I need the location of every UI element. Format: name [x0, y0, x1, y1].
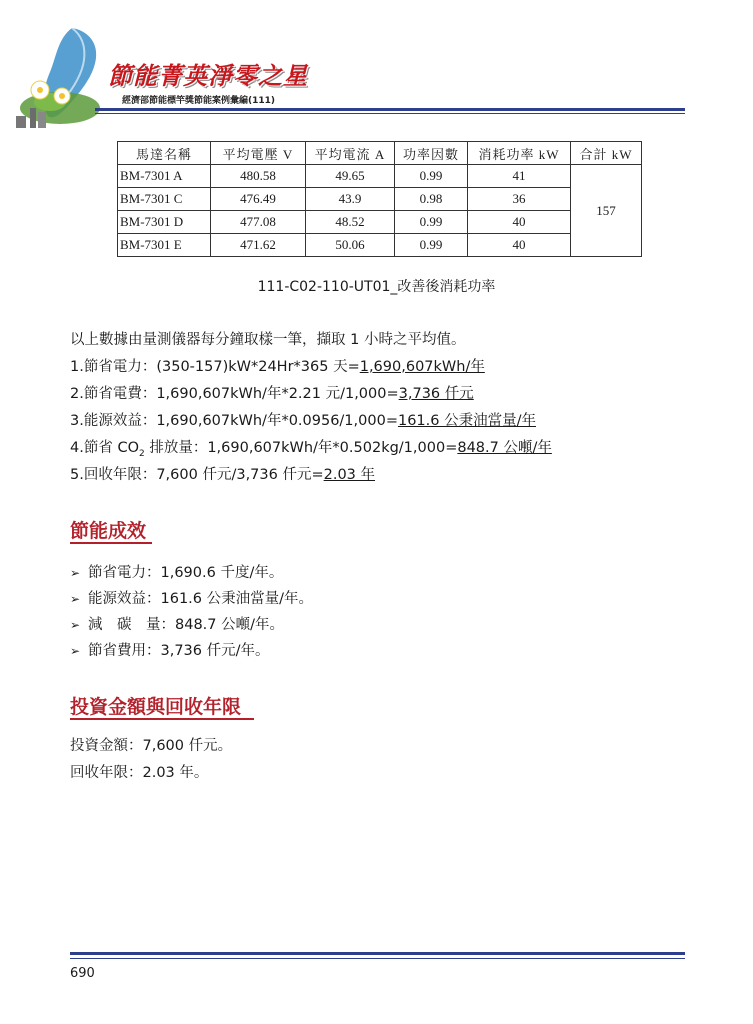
section-underline-effect	[70, 542, 152, 544]
calc-line-4	[70, 438, 552, 465]
arrow-bullet-icon: ➢	[70, 566, 81, 580]
brand-title: 節能菁英淨零之星	[108, 61, 308, 90]
calc-line-2-formula: 2.節省電費：1,690,607kWh/年*2.21 元/1,000=	[70, 386, 399, 402]
calc-line-1-formula: 1.節省電力：(350-157)kW*24Hr*365 天=	[70, 359, 360, 375]
section-underline-invest	[70, 718, 254, 720]
col-header-motor: 馬達名稱	[118, 142, 211, 165]
cell-current: 49.65	[306, 165, 395, 188]
cell-current: 50.06	[306, 234, 395, 257]
col-header-power-factor: 功率因數	[395, 142, 468, 165]
cell-motor: BM-7301 E	[118, 234, 211, 257]
page-header	[0, 0, 753, 135]
invest-amount: 投資金額：7,600 仟元。	[70, 738, 233, 754]
list-item	[70, 638, 313, 664]
table-caption: 111-C02-110-UT01_改善後消耗功率	[257, 279, 496, 295]
footer-rule-thin	[70, 958, 685, 959]
header-subtitle: 經濟部節能標竿獎節能案例彙編(111)	[122, 96, 276, 106]
cell-power-factor: 0.99	[395, 165, 468, 188]
cell-motor: BM-7301 C	[118, 188, 211, 211]
cell-power-factor: 0.99	[395, 211, 468, 234]
calc-line-1	[70, 357, 485, 378]
col-header-total: 合計 kW	[571, 142, 642, 165]
cell-current: 48.52	[306, 211, 395, 234]
calc-line-4-subscript: 2	[138, 448, 145, 459]
col-header-current: 平均電流 A	[306, 142, 395, 165]
table-row	[118, 165, 642, 188]
cell-voltage: 476.49	[211, 188, 306, 211]
col-header-power: 消耗功率 kW	[468, 142, 571, 165]
cell-motor: BM-7301 D	[118, 211, 211, 234]
cell-voltage: 480.58	[211, 165, 306, 188]
list-item-text: 節省費用：3,736 仟元/年。	[88, 643, 270, 659]
header-rule	[95, 108, 685, 111]
table-row	[118, 234, 642, 257]
list-item	[70, 586, 313, 612]
effect-list	[70, 560, 313, 664]
list-item-text: 能源效益：161.6 公秉油當量/年。	[88, 591, 314, 607]
invest-payback: 回收年限：2.03 年。	[70, 765, 209, 781]
cell-power: 40	[468, 211, 571, 234]
page-number: 690	[70, 966, 95, 981]
cell-total: 157	[571, 165, 642, 257]
section-title-invest: 投資金額與回收年限	[70, 696, 242, 718]
cell-power: 40	[468, 234, 571, 257]
arrow-bullet-icon: ➢	[70, 592, 81, 606]
table-row	[118, 188, 642, 211]
calc-line-1-result: 1,690,607kWh/年	[359, 359, 485, 375]
calc-line-3-result: 161.6 公秉油當量/年	[397, 413, 536, 429]
arrow-bullet-icon: ➢	[70, 644, 81, 658]
calc-line-4-label: 4.節省 CO	[70, 440, 139, 456]
table-row	[118, 211, 642, 234]
list-item-text: 節省電力：1,690.6 千度/年。	[88, 565, 284, 581]
calc-line-3-formula: 3.能源效益：1,690,607kWh/年*0.0956/1,000=	[70, 413, 398, 429]
cell-power-factor: 0.99	[395, 234, 468, 257]
footer-rule	[70, 952, 685, 955]
section-title-effect: 節能成效	[70, 520, 147, 542]
list-item	[70, 612, 313, 638]
list-item-text: 減 碳 量：848.7 公噸/年。	[88, 617, 285, 633]
calc-line-4-result: 848.7 公噸/年	[457, 440, 552, 456]
arrow-bullet-icon: ➢	[70, 618, 81, 632]
list-item	[70, 560, 313, 586]
calc-line-2	[70, 384, 474, 405]
header-rule-thin	[95, 113, 685, 114]
cell-power: 36	[468, 188, 571, 211]
cell-power: 41	[468, 165, 571, 188]
col-header-voltage: 平均電壓 V	[211, 142, 306, 165]
calc-line-5-formula: 5.回收年限：7,600 仟元/3,736 仟元=	[70, 467, 324, 483]
taiwan-logo-icon	[10, 20, 120, 135]
table-header-row	[118, 142, 642, 165]
cell-power-factor: 0.98	[395, 188, 468, 211]
calc-line-5	[70, 465, 375, 486]
calc-line-4-formula: 排放量：1,690,607kWh/年*0.502kg/1,000=	[144, 440, 458, 456]
calc-line-3	[70, 411, 536, 432]
calc-intro: 以上數據由量測儀器每分鐘取樣一筆，擷取 1 小時之平均值。	[70, 332, 466, 348]
cell-current: 43.9	[306, 188, 395, 211]
cell-motor: BM-7301 A	[118, 165, 211, 188]
motor-power-table	[117, 141, 642, 257]
calc-line-5-result: 2.03 年	[323, 467, 376, 483]
cell-voltage: 471.62	[211, 234, 306, 257]
calc-line-2-result: 3,736 仟元	[398, 386, 474, 402]
cell-voltage: 477.08	[211, 211, 306, 234]
